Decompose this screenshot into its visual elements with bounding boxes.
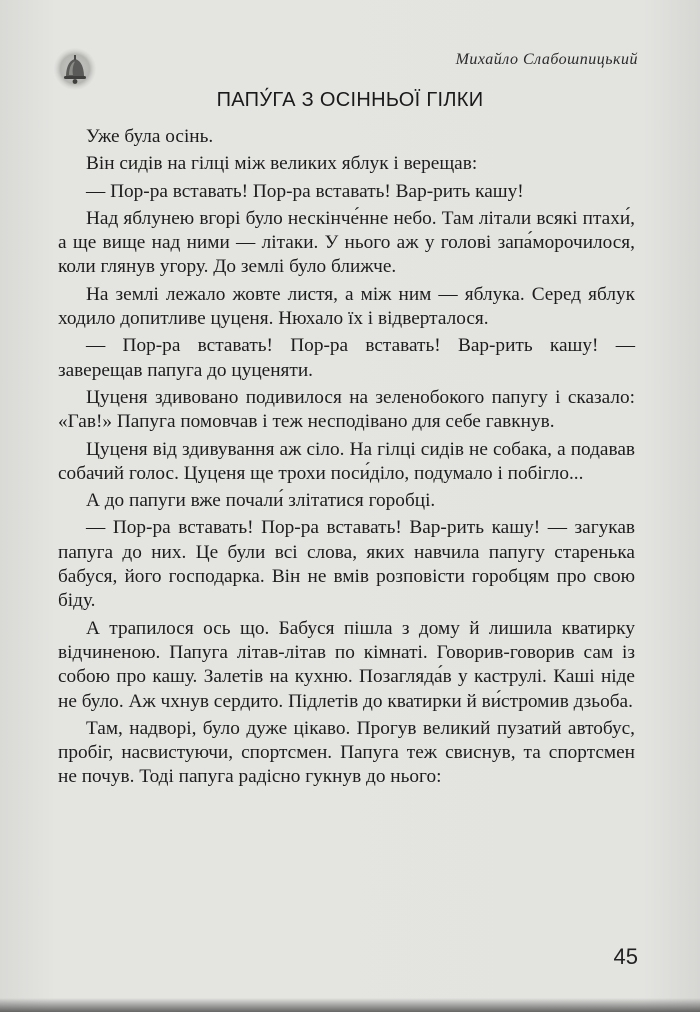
page-number: 45 [613, 944, 638, 969]
paragraph: Там, надворі, було дуже цікаво. Прогув великий пузатий автобус, пробіг, насвистуючи, спортсмен. Папуга теж свиснув, та спортсмен не почув. Тоді папуга радісно гукнув до нього: [58, 717, 635, 788]
paragraph: А до папуги вже почали́ злітатися горобці. [86, 490, 436, 512]
paragraph: А трапилося ось що. Бабуся пішла з дому й лишила кватирку відчиненою. Папуга літав-літав по кімнаті. Говорив-говорив сам із собою про кашу. Залетів на кухню. Позагляда́в у каструлі. Каші ніде не було. Аж чхнув сердито. Підлетів до кватирки й ви́стромив дзьоба. [58, 617, 635, 712]
story-title: ПАПУ́ГА З ОСІННЬОЇ ГІЛКИ [216, 89, 484, 111]
paragraph: — Пор-ра вставать! Пор-ра вставать! Вар-рить кашу! — загукав папуга до них. Це були всі слова, яких навчила папугу старенька бабуся, його господарка. Він не вмів розповісти горобцям про свою біду. [58, 517, 635, 612]
paragraph: Цуценя від здивування аж сіло. На гілці сидів не собака, а подавав собачий голос. Цуценя ще трохи поси́діло, подумало і побігло... [58, 438, 635, 484]
paragraph: — Пор-ра вставать! Пор-ра вставать! Вар-рить кашу! [86, 180, 524, 202]
paragraph: Цуценя здивовано подивилося на зеленобокого папугу і сказало: «Гав!» Папуга помовчав і теж несподівано для себе гавкнув. [58, 386, 635, 433]
paragraph: На землі лежало жовте листя, а між ним — яблука. Серед яблук ходило допитливе цуценя. Нюхало їх і відверталося. [58, 283, 635, 330]
paragraph: Над яблунею вгорі було нескінче́нне небо. Там літали всякі птахи́, а ще вище над ними — літаки. У нього аж у голові запа́морочилося, коли глянув угору. До землі було ближче. [58, 207, 635, 278]
page-edge-shadow [0, 998, 700, 1012]
paragraph: Він сидів на гілці між великих яблук і верещав: [86, 153, 478, 175]
story-text [58, 125, 635, 793]
author-name: Михайло Слабошпицький [455, 51, 638, 68]
paragraph: — Пор-ра вставать! Пор-ра вставать! Вар-рить кашу! — заверещав папуга до цуценяти. [58, 335, 635, 381]
bell-icon [52, 46, 98, 92]
paragraph: Уже була осінь. [86, 126, 214, 147]
